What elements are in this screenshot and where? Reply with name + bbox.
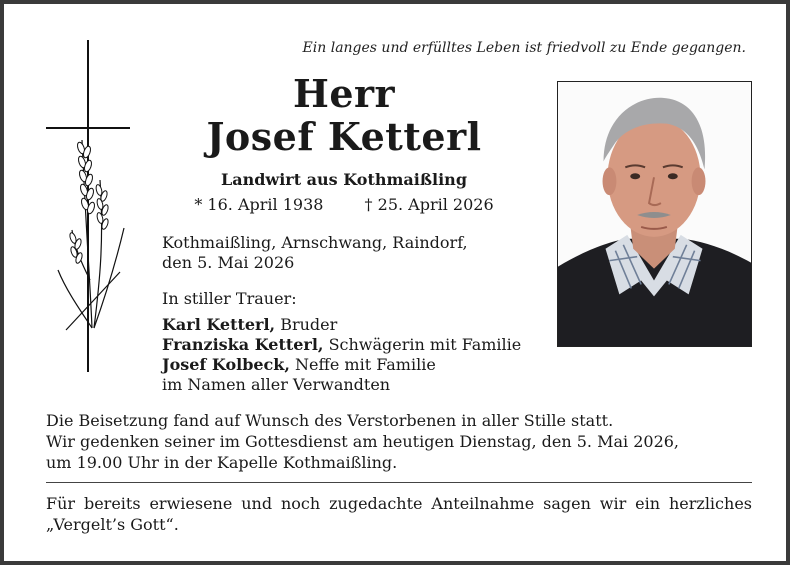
mourner-relation: Bruder [275, 315, 338, 334]
motto: Ein langes und erfülltes Leben ist friedvoll zu Ende gegangen. [302, 40, 746, 56]
place-date [162, 233, 468, 273]
mourners-closing: im Namen aller Verwandten [162, 375, 391, 394]
divider [46, 482, 752, 483]
thanks-note: Für bereits erwiesene und noch zugedachte Anteilnahme sagen wir ein herzliches „Vergelt’s Gott“. [46, 494, 752, 534]
mourner-name: Franziska Ketterl, [162, 335, 324, 354]
life-dates [154, 195, 534, 214]
burial-line: um 19.00 Uhr in der Kapelle Kothmaißling. [46, 453, 398, 472]
mourner-name: Karl Ketterl, [162, 315, 276, 334]
date-line: den 5. Mai 2026 [162, 253, 295, 272]
occupation: Landwirt aus Kothmaißling [220, 170, 467, 189]
death-date: † 25. April 2026 [364, 195, 494, 214]
cross-with-wheat-icon [42, 40, 142, 376]
mourner-entry [162, 315, 521, 335]
mourners-list [162, 289, 521, 395]
burial-note [46, 410, 756, 473]
mourner-name: Josef Kolbeck, [162, 355, 290, 374]
burial-line: Wir gedenken seiner im Gottesdienst am heutigen Dienstag, den 5. Mai 2026, [46, 432, 680, 451]
burial-line: Die Beisetzung fand auf Wunsch des Verstorbenen in aller Stille statt. [46, 411, 614, 430]
portrait-photo [557, 81, 752, 347]
mourner-entry [162, 335, 521, 355]
birth-date: * 16. April 1938 [194, 195, 324, 214]
deceased-name: Josef Ketterl [206, 114, 482, 159]
mourners-intro: In stiller Trauer: [162, 289, 297, 308]
mourner-relation: Neffe mit Familie [289, 355, 436, 374]
mourner-relation: Schwägerin mit Familie [323, 335, 522, 354]
salutation: Herr [292, 71, 396, 116]
name-block [154, 71, 534, 214]
place-line: Kothmaißling, Arnschwang, Raindorf, [162, 233, 468, 252]
mourner-entry [162, 355, 521, 375]
